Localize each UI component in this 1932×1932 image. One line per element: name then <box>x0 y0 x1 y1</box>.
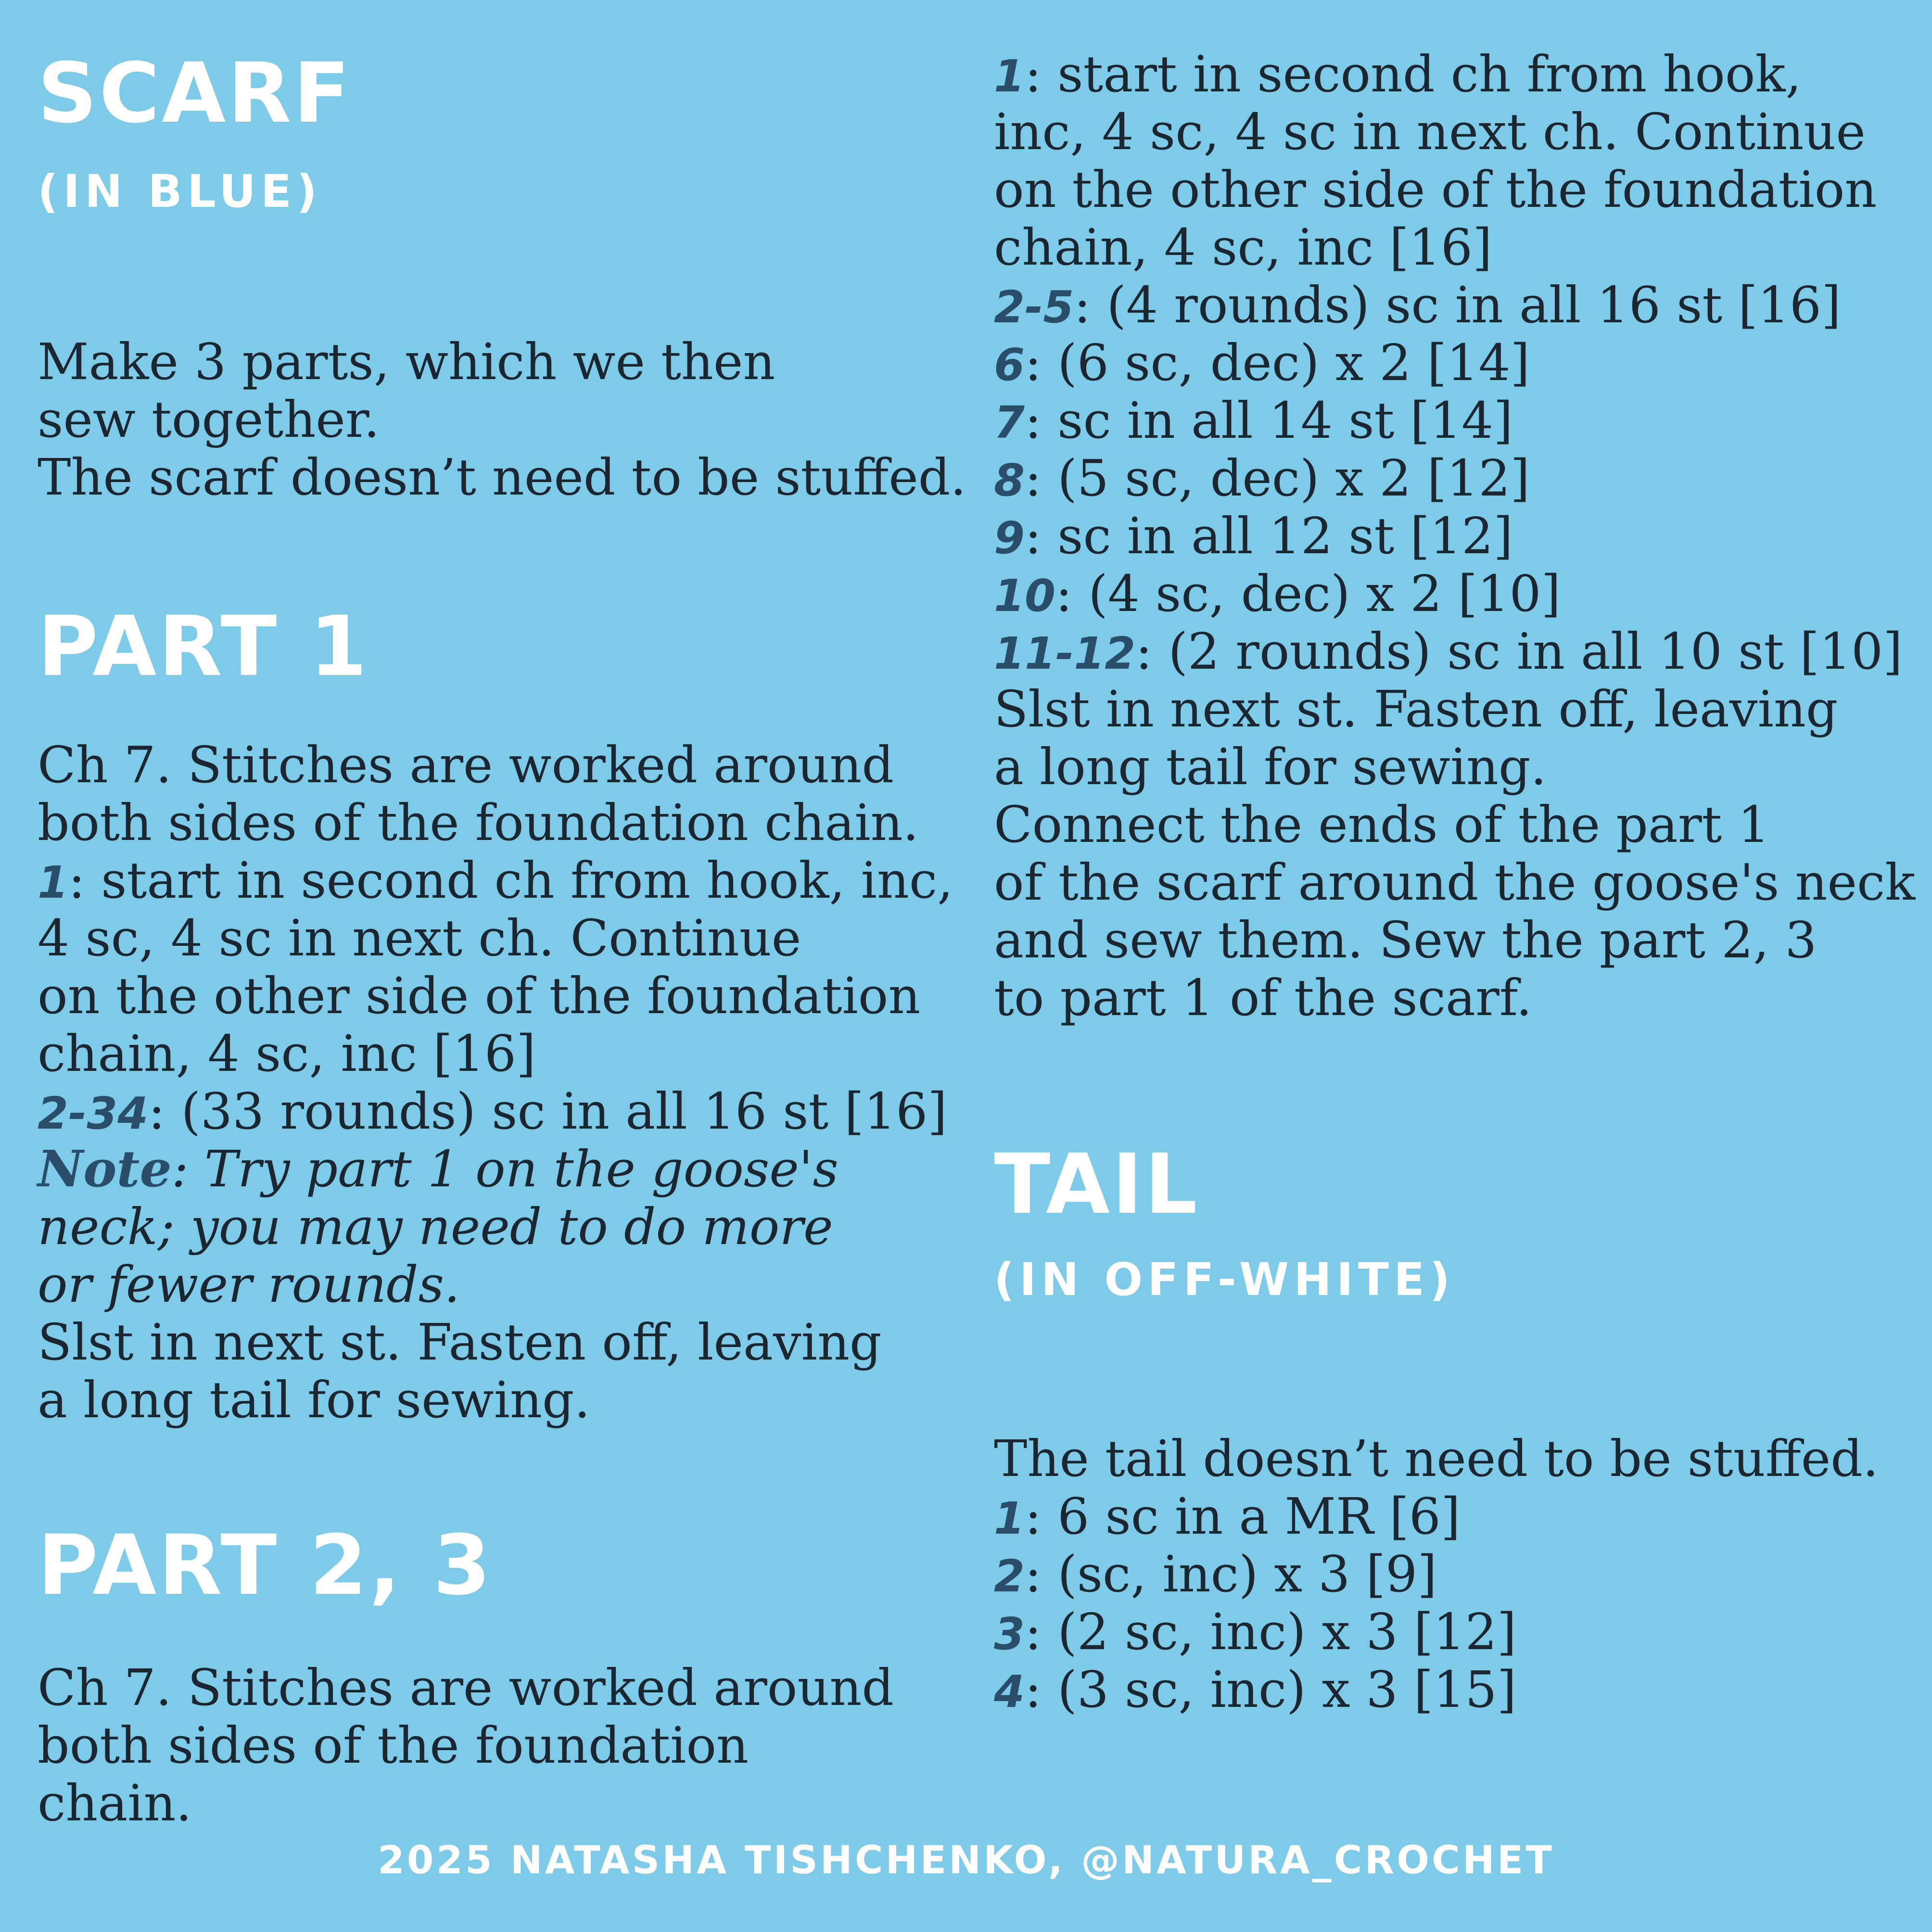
instruction-line: chain. <box>38 1774 192 1832</box>
round-text: : (sc, inc) x 3 [9] <box>1025 1545 1437 1603</box>
instruction-line <box>994 507 1915 565</box>
round-text: of the scarf around the goose's neck <box>994 853 1916 912</box>
instruction-line <box>994 45 1915 103</box>
round-number: 1 <box>994 51 1025 102</box>
round-text: and sew them. Sew the part 2, 3 <box>994 911 1817 969</box>
round-number: 9 <box>994 512 1025 564</box>
round-text: both sides of the foundation chain. <box>38 793 919 852</box>
round-text: Connect the ends of the part 1 <box>994 795 1770 854</box>
instruction-line: a long tail for sewing. <box>38 1371 590 1429</box>
part23-title: PART 2, 3 <box>38 1517 493 1614</box>
instruction-line <box>38 736 953 794</box>
note-label: Note <box>38 1139 172 1198</box>
instruction-line <box>38 967 953 1025</box>
round-text: : (33 rounds) sc in all 16 st [16] <box>148 1082 947 1141</box>
round-text: a long tail for sewing. <box>994 737 1547 796</box>
round-text: : start in second ch from hook, inc, <box>68 851 953 910</box>
round-text: Slst in next st. Fasten off, leaving <box>994 680 1838 738</box>
scarf-intro-line: sew together. <box>38 390 380 449</box>
round-number: 6 <box>994 339 1025 391</box>
part23-intro <box>38 1659 894 1832</box>
instruction-line: Slst in next st. Fasten off, leaving <box>38 1313 882 1372</box>
note-line: or fewer rounds. <box>38 1255 460 1314</box>
round-number: 11-12 <box>994 628 1136 679</box>
instruction-line <box>994 623 1915 680</box>
round-text: 4 sc, 4 sc in next ch. Continue <box>38 909 801 967</box>
round-text: chain, 4 sc, inc [16] <box>994 218 1492 277</box>
round-number: 1 <box>38 857 69 908</box>
scarf-subtitle: (IN BLUE) <box>38 165 322 218</box>
instruction-line <box>994 276 1915 334</box>
instruction-line <box>994 969 1915 1027</box>
instruction-line <box>994 796 1915 853</box>
instruction-line <box>994 449 1915 507</box>
tail-instructions <box>994 1430 1879 1718</box>
round-text: : (2 sc, inc) x 3 [12] <box>1025 1602 1517 1661</box>
instruction-line <box>994 103 1915 161</box>
round-text: The tail doesn’t need to be stuffed. <box>994 1429 1879 1488</box>
scarf-intro-line: The scarf doesn’t need to be stuffed. <box>38 448 966 507</box>
instruction-line <box>994 218 1915 276</box>
instruction-line <box>994 680 1915 738</box>
tail-title: TAIL <box>994 1136 1199 1233</box>
instruction-line <box>38 794 953 852</box>
round-text: chain, 4 sc, inc [16] <box>38 1024 536 1083</box>
round-text: : 6 sc in a MR [6] <box>1025 1487 1461 1546</box>
scarf-title: SCARF <box>38 45 352 141</box>
instruction-line <box>994 1603 1879 1661</box>
round-number: 2-34 <box>38 1088 149 1139</box>
instruction-line <box>38 852 953 909</box>
part1-title: PART 1 <box>38 598 369 695</box>
round-number: 8 <box>994 455 1025 506</box>
instruction-line <box>994 1545 1879 1603</box>
round-text: : sc in all 12 st [12] <box>1025 507 1513 565</box>
round-number: 1 <box>994 1493 1025 1544</box>
instruction-line <box>994 1487 1879 1545</box>
part23-rounds <box>994 45 1915 1027</box>
round-number: 2-5 <box>994 281 1074 333</box>
instruction-line <box>994 1430 1879 1487</box>
round-text: on the other side of the foundation <box>994 160 1877 219</box>
round-text: to part 1 of the scarf. <box>994 968 1532 1027</box>
footer-credit: 2025 NATASHA TISHCHENKO, @NATURA_CROCHET <box>378 1838 1554 1882</box>
instruction-line <box>994 1661 1879 1718</box>
round-text: on the other side of the foundation <box>38 966 921 1025</box>
round-text: inc, 4 sc, 4 sc in next ch. Continue <box>994 102 1866 161</box>
round-number: 7 <box>994 397 1025 448</box>
instruction-line: both sides of the foundation <box>38 1716 749 1775</box>
instruction-line <box>994 738 1915 796</box>
instruction-line <box>994 565 1915 623</box>
part1-instructions <box>38 736 953 1429</box>
round-text: Ch 7. Stitches are worked around <box>38 736 894 794</box>
round-text: : (6 sc, dec) x 2 [14] <box>1025 333 1530 392</box>
round-number: 3 <box>994 1608 1025 1660</box>
note-text: : Try part 1 on the goose's <box>171 1140 839 1198</box>
instruction-line <box>38 1025 953 1082</box>
instruction-line <box>994 392 1915 449</box>
round-text: : (2 rounds) sc in all 10 st [10] <box>1135 622 1903 681</box>
round-number: 4 <box>994 1666 1025 1717</box>
round-number: 2 <box>994 1551 1025 1602</box>
instruction-line: Ch 7. Stitches are worked around <box>38 1658 894 1717</box>
round-text: : sc in all 14 st [14] <box>1025 391 1513 450</box>
note-line: neck; you may need to do more <box>38 1197 833 1256</box>
scarf-intro <box>38 333 966 506</box>
instruction-line <box>38 1082 953 1140</box>
instruction-line <box>38 909 953 967</box>
note-line <box>38 1140 953 1198</box>
tail-subtitle: (IN OFF-WHITE) <box>994 1254 1455 1306</box>
round-text: : (4 rounds) sc in all 16 st [16] <box>1074 276 1841 334</box>
scarf-intro-line: Make 3 parts, which we then <box>38 332 775 391</box>
round-text: : (4 sc, dec) x 2 [10] <box>1055 564 1561 623</box>
instruction-line <box>994 911 1915 969</box>
instruction-line <box>994 853 1915 911</box>
instruction-line <box>994 161 1915 218</box>
round-text: : (3 sc, inc) x 3 [15] <box>1025 1660 1517 1719</box>
round-text: : start in second ch from hook, <box>1025 45 1802 103</box>
round-number: 10 <box>994 570 1056 622</box>
instruction-line <box>994 334 1915 392</box>
round-text: : (5 sc, dec) x 2 [12] <box>1025 449 1530 508</box>
